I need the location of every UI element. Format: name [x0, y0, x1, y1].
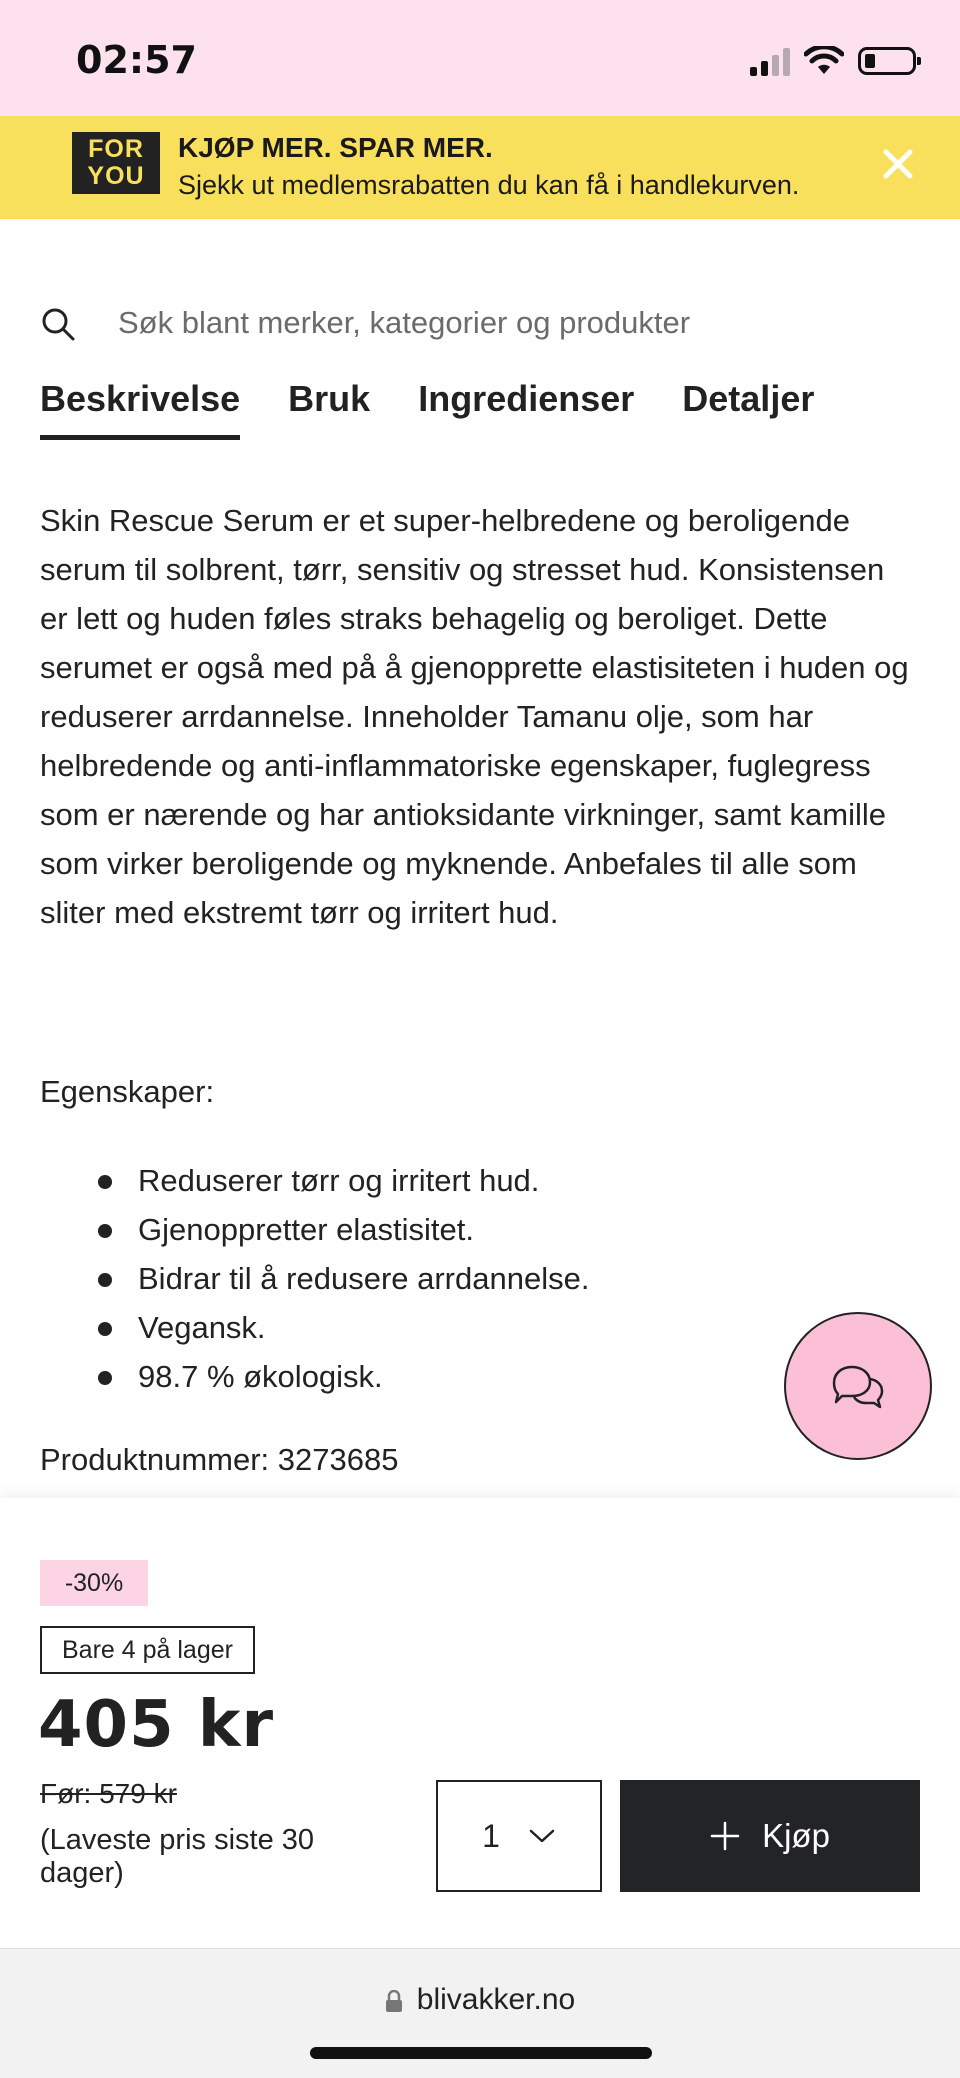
- features-label: Egenskaper:: [40, 1074, 215, 1109]
- tab-ingredienser[interactable]: Ingredienser: [418, 378, 635, 419]
- quantity-value: 1: [482, 1817, 500, 1854]
- product-description: Skin Rescue Serum er et super-helbredene og beroligende serum til solbrent, tørr, sensitiv og stresset hud. Konsistensen er lett og huden føles straks behagelig og beroliget. Dette serumet er også med på å gjenopprette elastisiteten i huden og reduserer arrdannelse. Inneholder Tamanu olje, som har helbredende og anti-inflammatoriske egenskaper, fuglegress som er nærende og har antioksidante virkninger, samt kamille som virker beroligende og myknende. Anbefales til alle som sliter med ekstremt tørr og irritert hud.: [40, 503, 909, 930]
- status-icons: [750, 44, 916, 78]
- price-before: Før: 579 kr: [40, 1778, 177, 1809]
- product-number: Produktnummer: 3273685: [40, 1442, 399, 1477]
- status-bar: [0, 0, 960, 116]
- tab-beskrivelse[interactable]: Beskrivelse: [40, 378, 240, 440]
- quantity-select[interactable]: [436, 1780, 602, 1892]
- battery-icon: [858, 47, 916, 75]
- plus-icon: [710, 1821, 740, 1851]
- for-you-logo: FOR YOU: [72, 132, 160, 194]
- search-bar[interactable]: [40, 296, 920, 350]
- promo-subtitle: Sjekk ut medlemsrabatten du kan få i handlekurven.: [178, 170, 800, 200]
- status-time: 02:57: [76, 38, 197, 82]
- wifi-icon: [804, 46, 844, 76]
- chevron-down-icon: [528, 1827, 556, 1845]
- browser-url-bar[interactable]: [0, 1948, 960, 2078]
- list-item: 98.7 % økologisk.: [98, 1352, 589, 1401]
- chat-icon: [828, 1361, 888, 1411]
- promo-banner[interactable]: [0, 116, 960, 219]
- tab-detaljer[interactable]: Detaljer: [682, 378, 815, 419]
- buy-label: Kjøp: [762, 1817, 830, 1854]
- lowest-price-note: (Laveste pris siste 30 dager): [40, 1824, 315, 1889]
- price: 405 kr: [38, 1688, 274, 1762]
- features-list: [98, 1156, 589, 1401]
- signal-icon: [750, 46, 790, 76]
- list-item: Reduserer tørr og irritert hud.: [98, 1156, 589, 1205]
- search-input[interactable]: [118, 300, 908, 346]
- url-display[interactable]: [0, 1983, 960, 2017]
- tab-bruk[interactable]: Bruk: [288, 378, 371, 419]
- discount-badge: -30%: [40, 1560, 148, 1606]
- list-item: Gjenoppretter elastisitet.: [98, 1205, 589, 1254]
- list-item: Vegansk.: [98, 1303, 589, 1352]
- purchase-panel: [0, 1498, 960, 1948]
- buy-button[interactable]: [620, 1780, 920, 1892]
- close-icon[interactable]: [880, 146, 916, 182]
- chat-button[interactable]: [784, 1312, 932, 1460]
- stock-badge: Bare 4 på lager: [40, 1626, 255, 1674]
- url-text: blivakker.no: [416, 1983, 576, 2016]
- list-item: Bidrar til å redusere arrdannelse.: [98, 1254, 589, 1303]
- lock-icon: [385, 1990, 403, 2012]
- promo-title: KJØP MER. SPAR MER.: [178, 132, 493, 163]
- product-tabs: [40, 378, 814, 440]
- home-indicator: [310, 2047, 652, 2059]
- search-icon[interactable]: [40, 306, 76, 342]
